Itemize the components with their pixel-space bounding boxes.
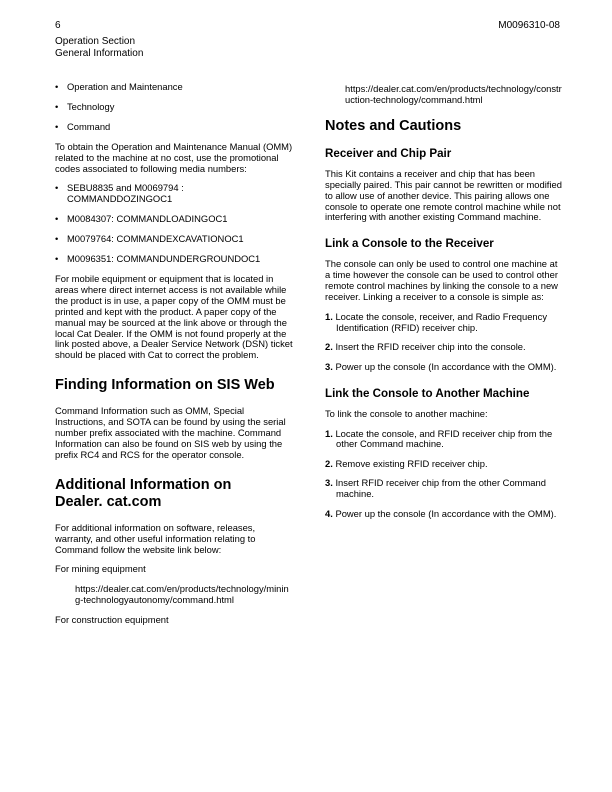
heading-link-console: Link a Console to the Receiver xyxy=(325,237,494,251)
step-number: 3. xyxy=(325,360,333,372)
construction-link[interactable]: https://dealer.cat.com/en/products/technology/construction-technology/command.html xyxy=(345,83,562,105)
paragraph: For additional information on software, releases, warranty, and other useful information relating to Command follow the website link below: xyxy=(55,521,256,555)
paragraph: The console can only be used to control one machine at a time however the console can be used to control other remote control machines by linking the console to a new receiver. Linking a receiver to a console is simple as: xyxy=(325,258,558,303)
paragraph: This Kit contains a receiver and chip that has been specially paired. This pair cannot be rewritten or modified to allow use of another device. This pairing allows one console to operate one remote control machine while not interfering with another existing Command machine. xyxy=(325,167,562,223)
mining-link[interactable]: https://dealer.cat.com/en/products/technology/mining-technologyautonomy/command.html xyxy=(75,583,289,606)
step-number: 2. xyxy=(325,341,333,353)
step-item xyxy=(325,362,563,373)
paragraph: For mobile equipment or equipment that is located in areas where direct internet access is not available while the product is in use, a paper copy of the OMM must be printed and kept with the product. A paper copy of the manual may be sourced at the link above or through the local Cat Dealer. If the OMM is not found properly at the link posted above, a Dealer Service Network (DSN) ticket should be placed with Cat to correct the problem. xyxy=(55,272,293,361)
step-text: Locate the console, receiver, and Radio Frequency Identification (RFID) receiver chip. xyxy=(335,310,548,333)
subsection-title: General Information xyxy=(55,48,144,59)
document-id: M0096310-08 xyxy=(498,20,560,31)
step-number: 4. xyxy=(325,507,333,519)
list-item: • M0084307: COMMANDLOADINGOC1 xyxy=(55,214,293,225)
heading-sis-web: Finding Information on SIS Web xyxy=(55,377,275,394)
list-item: • M0079764: COMMANDEXCAVATIONOC1 xyxy=(55,234,293,245)
paragraph: To obtain the Operation and Maintenance Manual (OMM) related to the machine at no cost, use the promotional codes associated to following media numbers: xyxy=(55,140,293,174)
page-number: 6 xyxy=(55,20,61,31)
step-item xyxy=(325,312,563,334)
paragraph: To link the console to another machine: xyxy=(325,407,488,419)
step-number: 2. xyxy=(325,457,333,469)
heading-receiver-pair: Receiver and Chip Pair xyxy=(325,146,452,160)
mining-label: For mining equipment xyxy=(55,563,146,575)
step-text: Locate the console, and RFID receiver chip from the other Command machine. xyxy=(335,427,553,450)
step-text: Insert RFID receiver chip from the other Command machine. xyxy=(335,477,546,500)
list-item: • SEBU8835 and M0069794 : COMMANDDOZINGOC1 xyxy=(55,183,217,205)
heading-link-another: Link the Console to Another Machine xyxy=(325,386,530,400)
step-item xyxy=(325,509,563,520)
step-text: Insert the RFID receiver chip into the console. xyxy=(335,341,526,353)
right-column xyxy=(325,84,563,528)
list-item: • M0096351: COMMANDUNDERGROUNDOC1 xyxy=(55,254,293,265)
step-text: Power up the console (In accordance with the OMM). xyxy=(335,360,557,372)
step-item xyxy=(325,342,563,353)
list-item: • Technology xyxy=(55,102,293,113)
step-item xyxy=(325,429,563,451)
step-number: 1. xyxy=(325,427,333,439)
step-item xyxy=(325,478,563,500)
heading-dealer-info: Additional Information on Dealer. cat.com xyxy=(55,476,232,510)
step-number: 3. xyxy=(325,477,333,489)
heading-notes: Notes and Cautions xyxy=(325,117,462,134)
step-text: Remove existing RFID receiver chip. xyxy=(335,457,488,469)
step-text: Power up the console (In accordance with the OMM). xyxy=(335,507,557,519)
paragraph: Command Information such as OMM, Special Instructions, and SOTA can be found by using the serial number prefix associated with the machine. Command Information can also be found on SIS web by using the prefix RC4 and RCS for the operator console. xyxy=(55,405,286,460)
step-number: 1. xyxy=(325,310,333,322)
left-column xyxy=(55,82,293,635)
list-item: • Operation and Maintenance xyxy=(55,82,293,93)
step-item xyxy=(325,459,563,470)
section-title: Operation Section xyxy=(55,36,136,47)
construction-label: For construction equipment xyxy=(55,614,169,626)
list-item: • Command xyxy=(55,122,293,133)
